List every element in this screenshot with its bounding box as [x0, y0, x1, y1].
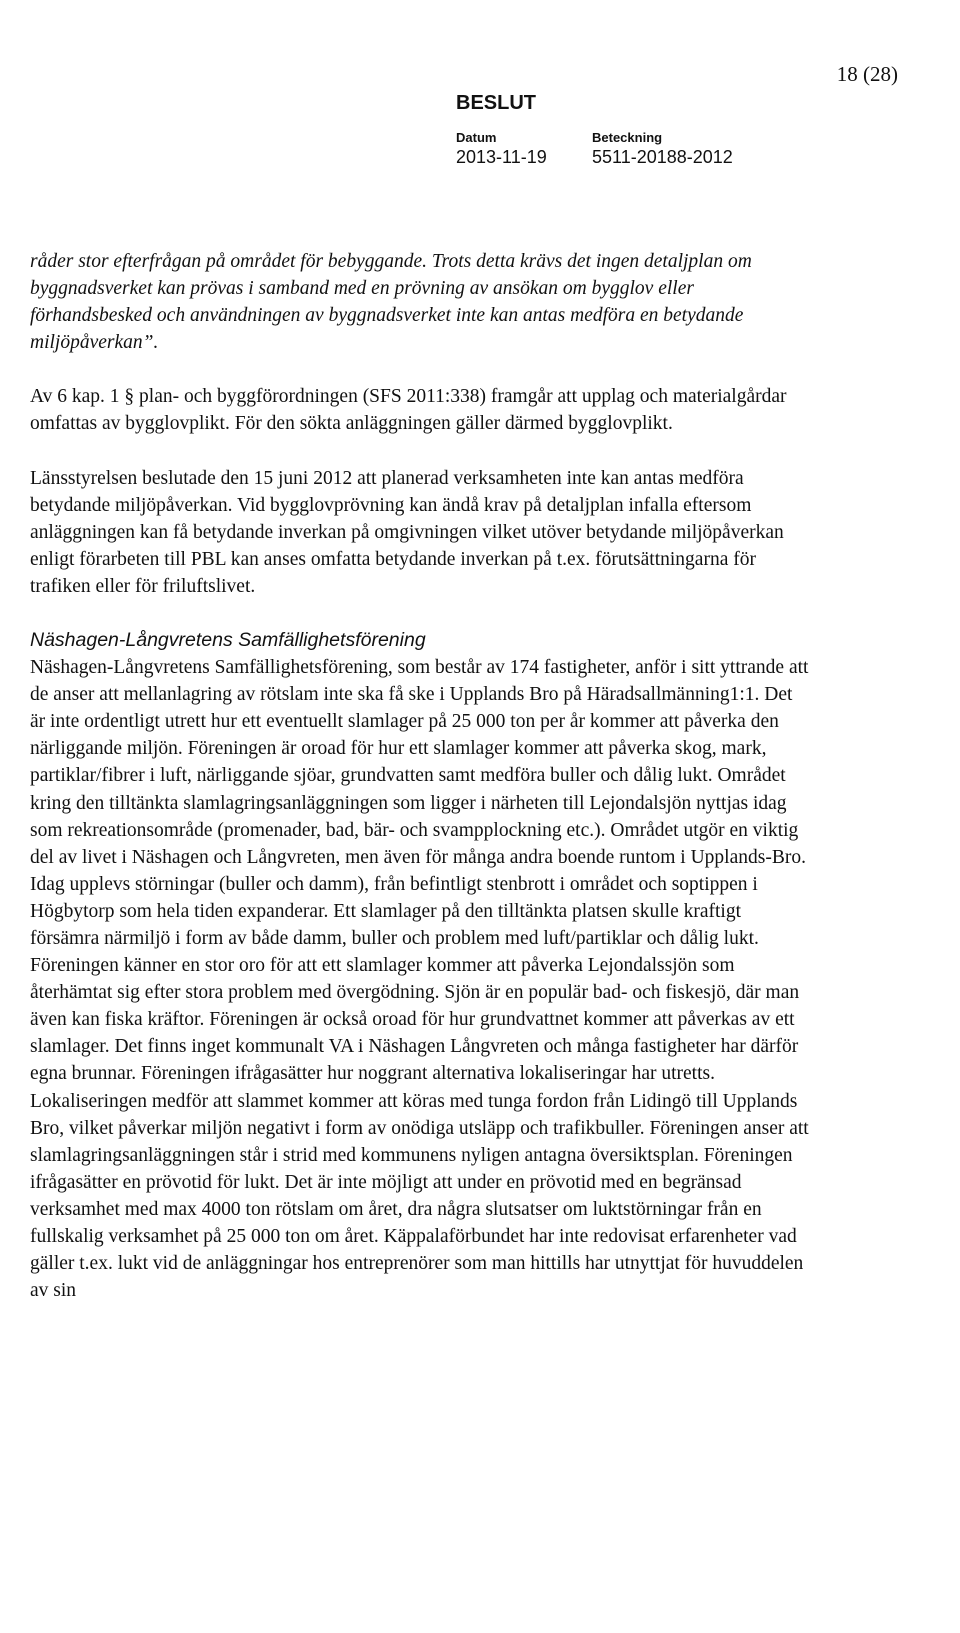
metadata-row: [456, 130, 733, 168]
date-block: [456, 130, 592, 168]
body-paragraph-building-permit: Av 6 kap. 1 § plan- och byggförordningen (SFS 2011:338) framgår att upplag och materialgårdar omfattas av bygglovplikt. För den sökta anläggningen gäller därmed bygglovplikt.: [30, 386, 787, 435]
body-paragraph-association-statement: Näshagen-Långvretens Samfällighetsförening, som består av 174 fastigheter, anför i sitt yttrande att de anser att mellanlagring av rötslam inte ska få ske i Upplands Bro på Häradsallmänning1:1. Det är inte ordentligt utrett hur ett eventuellt slamlager på 25 000 ton per år kommer att påverka den närliggande miljön. Föreningen är oroad för hur ett slamlager kommer att påverka skog, mark, partiklar/fibrer i luft, närliggande sjöar, grundvatten samt medföra buller och dålig lukt. Området kring den tilltänkta slamlagringsanläggningen som ligger i närheten till Lejondalsjön nyttjas idag som rekreationsområde (promenader, bad, bär- och svampplockning etc.). Området utgör en viktig del av livet i Näshagen och Långvreten, men även för många andra boende runtom i Upplands-Bro. Idag upplevs störningar (buller och damm), från befintligt stenbrott i området och soptippen i Högbytorp som hela tiden expanderar. Ett slamlager på den tilltänkta platsen skulle kraftigt försämra närmiljö i form av både damm, buller och problem med luft/partiklar och dålig lukt. Föreningen känner en stor oro för att ett slamlager kommer att påverka Lejondalssjön som återhämtat sig efter stora problem med övergödning. Sjön är en populär bad- och fiskesjö, där man även kan fiska kräftor. Föreningen är också oroad för hur grundvattnet kommer att påverkas av ett slamlager. Det finns inget kommunalt VA i Näshagen Långvreten och många fastigheter har därför egna brunnar. Föreningen ifrågasätter hur noggrant alternativa lokaliseringar har utretts. Lokaliseringen medför att slammet kommer att köras med tunga fordon från Lidingö till Upplands Bro, vilket påverkar miljön negativt i form av onödiga utsläpp och trafikbuller. Föreningen anser att slamlagringsanläggningen står i strid med kommunens nyligen antagna översiktsplan. Föreningen ifrågasätter en prövotid för lukt. Det är inte möjligt att under en prövotid med en begränsad verksamhet med max 4000 ton rötslam om året, dra några slutsatser om luktstörningar från en fullskalig verksamhet på 25 000 ton om året. Käppalaförbundet har inte redovisat erfarenheter vad gäller t.ex. lukt vid de anläggningar hos entreprenörer som man hittills har utnyttjat för huvuddelen av sin: [30, 657, 809, 1302]
document-header: [456, 92, 733, 168]
quoted-paragraph: råder stor efterfrågan på området för bebyggande. Trots detta krävs det ingen detaljplan om byggnadsverket kan prövas i samband med en prövning av ansökan om bygglov eller förhandsbesked och användningen av byggnadsverket inte kan antas medföra en betydande miljöpåverkan”.: [30, 251, 752, 354]
reference-value: 5511-20188-2012: [592, 147, 733, 167]
section-heading: Näshagen-Långvretens Samfällighetsförening: [30, 629, 426, 652]
reference-block: [592, 130, 733, 168]
body-paragraph-county-decision: Länsstyrelsen beslutade den 15 juni 2012 att planerad verksamheten inte kan antas medföra betydande miljöpåverkan. Vid bygglovprövning kan ändå krav på detaljplan infalla eftersom anläggningen kan få betydande inverkan på omgivningen vilket utöver betydande miljöpåverkan enligt förarbeten till PBL kan anses omfatta betydande inverkan på t.ex. förutsättningarna för trafiken eller för friluftslivet.: [30, 467, 784, 597]
page-number: 18 (28): [836, 62, 898, 86]
document-title: BESLUT: [456, 92, 536, 114]
date-value: 2013-11-19: [456, 147, 547, 167]
reference-label: Beteckning: [592, 130, 663, 145]
date-label: Datum: [456, 130, 497, 145]
document-body: [30, 248, 810, 1304]
